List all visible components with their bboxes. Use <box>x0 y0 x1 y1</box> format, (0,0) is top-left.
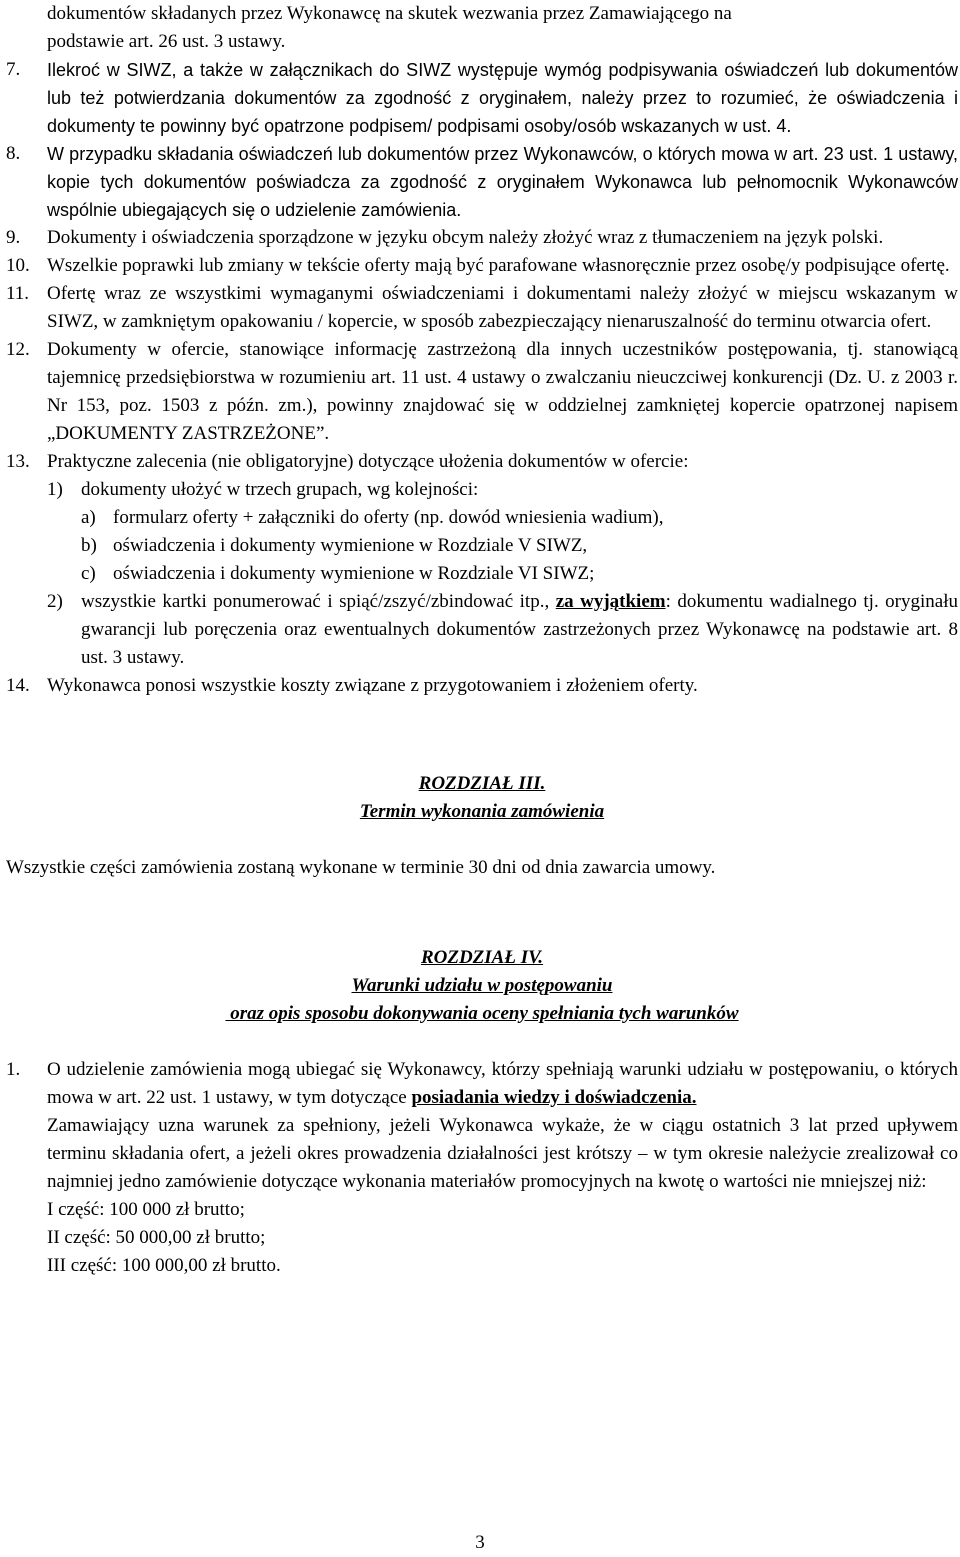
sub-2-text <box>81 588 958 672</box>
chapter-4-item-1-text-before: O udzielenie zamówienia mogą ubiegać się Wykonawcy, którzy spełniają warunki udziału w postępowaniu, o których mowa w art. 22 ust. 1 ustawy, w tym dotyczące <box>47 1059 958 1108</box>
page-content <box>6 0 958 1280</box>
item-9-text: Dokumenty i oświadczenia sporządzone w języku obcym należy złożyć wraz z tłumaczeniem na język polski. <box>47 227 884 248</box>
item-9-number: 9. <box>6 227 21 248</box>
sub-1-a-text: formularz oferty + załączniki do oferty (np. dowód wniesienia wadium), <box>113 507 664 528</box>
item-10-number: 10. <box>6 255 30 276</box>
sub-1-a-letter: a) <box>81 507 96 528</box>
item-11-number: 11. <box>6 283 30 304</box>
item-8 <box>6 140 958 224</box>
item-12-text: Dokumenty w ofercie, stanowiące informację zastrzeżoną dla innych uczestników postępowania, tj. stanowiącą tajemnicę przedsiębiorstwa w rozumieniu art. 11 ust. 4 ustawy o zwalczaniu nieuczciwej konkurencji (Dz. U. z 2003 r. Nr 153, poz. 1503 z późn. zm.), powinny znajdować się w oddzielnej zamkniętej kopercie opatrzonej napisem „DOKUMENTY ZASTRZEŻONE”. <box>47 339 958 444</box>
item-13-text: Praktyczne zalecenia (nie obligatoryjne) dotyczące ułożenia dokumentów w ofercie: <box>47 451 689 472</box>
item-10-text: Wszelkie poprawki lub zmiany w tekście oferty mają być parafowane własnoręcznie przez osobę/y podpisujące ofertę. <box>47 255 950 276</box>
item-8-number: 8. <box>6 143 21 164</box>
item-13 <box>6 448 958 476</box>
sub-2-text-before: wszystkie kartki ponumerować i spiąć/zszyć/zbindować itp., <box>81 591 550 612</box>
sub-1-c-letter: c) <box>81 563 96 584</box>
item-13-sub-2 <box>6 588 958 672</box>
chapter-4-item-1-text <box>47 1056 958 1112</box>
chapter-4-title: ROZDZIAŁ IV. <box>420 947 544 968</box>
item-10 <box>6 252 958 280</box>
sub-2-number: 2) <box>47 591 63 612</box>
intro-continuation <box>6 0 958 56</box>
sub-1-b-text: oświadczenia i dokumenty wymienione w Rozdziale V SIWZ, <box>113 535 588 556</box>
sub-1-b <box>6 532 958 560</box>
sub-2-emphasis: za wyjątkiem <box>555 591 666 612</box>
part-2-amount: II część: 50 000,00 zł brutto; <box>47 1227 266 1248</box>
sub-1-a <box>6 504 958 532</box>
chapter-3-subtitle: Termin wykonania zamówienia <box>359 801 605 822</box>
part-1-amount: I część: 100 000 zł brutto; <box>47 1199 245 1220</box>
item-12-number: 12. <box>6 339 30 360</box>
chapter-4-parts-list <box>6 1196 958 1280</box>
item-14 <box>6 672 958 700</box>
chapter-3-text: Wszystkie części zamówienia zostaną wykonane w terminie 30 dni od dnia zawarcia umowy. <box>6 857 716 878</box>
chapter-4-subtitle-1: Warunki udziału w postępowaniu <box>351 975 613 996</box>
part-3-amount: III część: 100 000,00 zł brutto. <box>47 1255 281 1276</box>
item-14-text: Wykonawca ponosi wszystkie koszty związane z przygotowaniem i złożeniem oferty. <box>47 675 698 696</box>
item-12 <box>6 336 958 448</box>
sub-1-c-text: oświadczenia i dokumenty wymienione w Rozdziale VI SIWZ; <box>113 563 595 584</box>
sub-1-text: dokumenty ułożyć w trzech grupach, wg kolejności: <box>81 479 479 500</box>
intro-line-1: dokumentów składanych przez Wykonawcę na skutek wezwania przez Zamawiającego na <box>47 3 732 24</box>
sub-1-c <box>6 560 958 588</box>
chapter-4-paragraph: Zamawiający uzna warunek za spełniony, jeżeli Wykonawca wykaże, że w ciągu ostatnich 3 lat przed upływem terminu składania ofert, a jeżeli okres prowadzenia działalności jest krótszy – w tym okresie należycie zrealizował co najmniej jedno zamówienie dotyczące wykonania materiałów promocyjnych na kwotę o wartości nie mniejszej niż: <box>47 1115 958 1192</box>
chapter-4-item-1-number: 1. <box>6 1059 21 1080</box>
item-11 <box>6 280 958 336</box>
item-13-sub-1 <box>6 476 958 504</box>
item-11-text: Ofertę wraz ze wszystkimi wymaganymi oświadczeniami i dokumentami należy złożyć w miejscu wskazanym w SIWZ, w zamkniętym opakowaniu / kopercie, w sposób zabezpieczający nienaruszalność do terminu otwarcia ofert. <box>47 283 958 332</box>
intro-line-2: podstawie art. 26 ust. 3 ustawy. <box>47 31 286 52</box>
chapter-4-item-1-emphasis: posiadania wiedzy i doświadczenia. <box>411 1087 697 1108</box>
sub-1-b-letter: b) <box>81 535 97 556</box>
chapter-4-subtitle-2: oraz opis sposobu dokonywania oceny spełniania tych warunków <box>225 1003 739 1024</box>
sub-2-text-after: : dokumentu wadialnego tj. oryginału gwarancji lub poręczenia oraz ewentualnych dokumentów zastrzeżonych przez Wykonawcę na podstawie art. 8 ust. 3 ustawy. <box>81 591 959 668</box>
item-7 <box>6 56 958 140</box>
item-7-text: Ilekroć w SIWZ, a także w załącznikach do SIWZ występuje wymóg podpisywania oświadczeń lub dokumentów lub też potwierdzania dokumentów za zgodność z oryginałem, należy przez to rozumieć, że oświadczenia i dokumenty te powinny być opatrzone podpisem/ podpisami osoby/osób wskazanych w ust. 4. <box>47 60 958 136</box>
chapter-4-item-1 <box>6 1056 958 1112</box>
item-7-number: 7. <box>6 59 21 80</box>
item-9 <box>6 224 958 252</box>
item-8-text: W przypadku składania oświadczeń lub dokumentów przez Wykonawców, o których mowa w art. 23 ust. 1 ustawy, kopie tych dokumentów poświadcza za zgodność z oryginałem Wykonawca lub pełnomocnik Wykonawców wspólnie ubiegających się o udzielenie zamówienia. <box>47 144 958 220</box>
page-number: 3 <box>475 1532 485 1553</box>
sub-1-number: 1) <box>47 479 63 500</box>
item-13-number: 13. <box>6 451 30 472</box>
item-14-number: 14. <box>6 675 30 696</box>
chapter-3-title: ROZDZIAŁ III. <box>418 773 546 794</box>
